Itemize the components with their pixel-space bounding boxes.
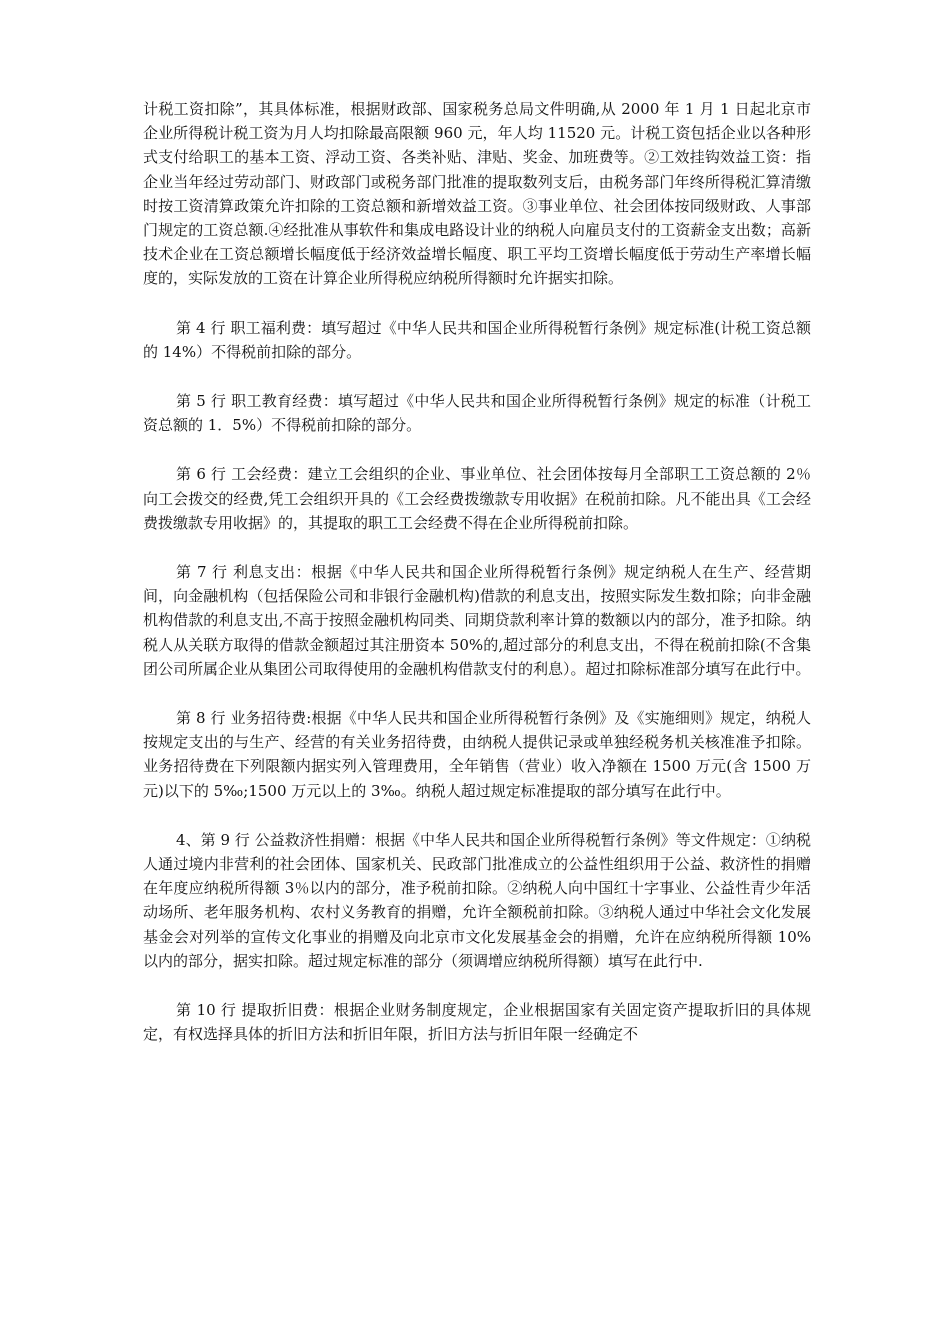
paragraph-line-8-entertainment: 第 8 行 业务招待费:根据《中华人民共和国企业所得税暂行条例》及《实施细则》规定，纳税人按规定支出的与生产、经营的有关业务招待费，由纳税人提供记录或单独经税务机关核准准予扣除。业务招待费在下列限额内据实列入管理费用，全年销售（营业）收入净额在 1500 万元(含 1500 万元)以下的 5‰;1500 万元以上的 3‰。纳税人超过规定标准提取的部分填写在此行中。 — [143, 709, 811, 800]
paragraph-line-4-welfare: 第 4 行 职工福利费：填写超过《中华人民共和国企业所得税暂行条例》规定标准(计税工资总额的 14%）不得税前扣除的部分。 — [143, 318, 811, 361]
paragraph-line-6-union-fee: 第 6 行 工会经费：建立工会组织的企业、事业单位、社会团体按每月全部职工工资总额的 2％向工会拨交的经费,凭工会组织开具的《工会经费拨缴款专用收据》在税前扣除。凡不能出具《工会经费拨缴款专用收据》的，其提取的职工工会经费不得在企业所得税前扣除。 — [143, 465, 811, 532]
paragraph-wage-deduction: 计税工资扣除”，其具体标准，根据财政部、国家税务总局文件明确,从 2000 年 1 月 1 日起北京市企业所得税计税工资为月人均扣除最高限额 960 元，年人均 11520 元。计税工资包括企业以各种形式支付给职工的基本工资、浮动工资、各类补贴、津贴、奖金、加班费等。②工效挂钩效益工资：指企业当年经过劳动部门、财政部门或税务部门批准的提取数列支后，由税务部门年终所得税汇算清缴时按工资清算政策允许扣除的工资总额和新增效益工资。③事业单位、社会团体按同级财政、人事部门规定的工资总额.④经批准从事软件和集成电路设计业的纳税人向雇员支付的工资薪金支出数；高新技术企业在工资总额增长幅度低于经济效益增长幅度、职工平均工资增长幅度低于劳动生产率增长幅度的，实际发放的工资在计算企业所得税应纳税所得额时允许据实扣除。 — [143, 100, 811, 288]
paragraph-line-7-interest: 第 7 行 利息支出：根据《中华人民共和国企业所得税暂行条例》规定纳税人在生产、经营期间，向金融机构（包括保险公司和非银行金融机构)借款的利息支出，按照实际发生数扣除；向非金融机构借款的利息支出,不高于按照金融机构同类、同期贷款利率计算的数额以内的部分，准予扣除。纳税人从关联方取得的借款金额超过其注册资本 50%的,超过部分的利息支出，不得在税前扣除(不含集团公司所属企业从集团公司取得使用的金融机构借款支付的利息）。超过扣除标准部分填写在此行中。 — [143, 563, 811, 678]
paragraph-line-5-education: 第 5 行 职工教育经费：填写超过《中华人民共和国企业所得税暂行条例》规定的标准（计税工资总额的 1．5%）不得税前扣除的部分。 — [143, 392, 811, 435]
paragraph-line-10-depreciation: 第 10 行 提取折旧费：根据企业财务制度规定，企业根据国家有关固定资产提取折旧的具体规定，有权选择具体的折旧方法和折旧年限，折旧方法与折旧年限一经确定不 — [143, 1001, 811, 1044]
paragraph-line-9-donation: 4、第 9 行 公益救济性捐赠：根据《中华人民共和国企业所得税暂行条例》等文件规定：①纳税人通过境内非营利的社会团体、国家机关、民政部门批准成立的公益性组织用于公益、救济性的捐赠在年度应纳税所得额 3％以内的部分，准予税前扣除。②纳税人向中国红十字事业、公益性青少年活动场所、老年服务机构、农村义务教育的捐赠，允许全额税前扣除。③纳税人通过中华社会文化发展基金会对列举的宣传文化事业的捐赠及向北京市文化发展基金会的捐赠，允许在应纳税所得额 10%以内的部分，据实扣除。超过规定标准的部分（须调增应纳税所得额）填写在此行中. — [143, 830, 811, 970]
document-page — [143, 97, 811, 1072]
